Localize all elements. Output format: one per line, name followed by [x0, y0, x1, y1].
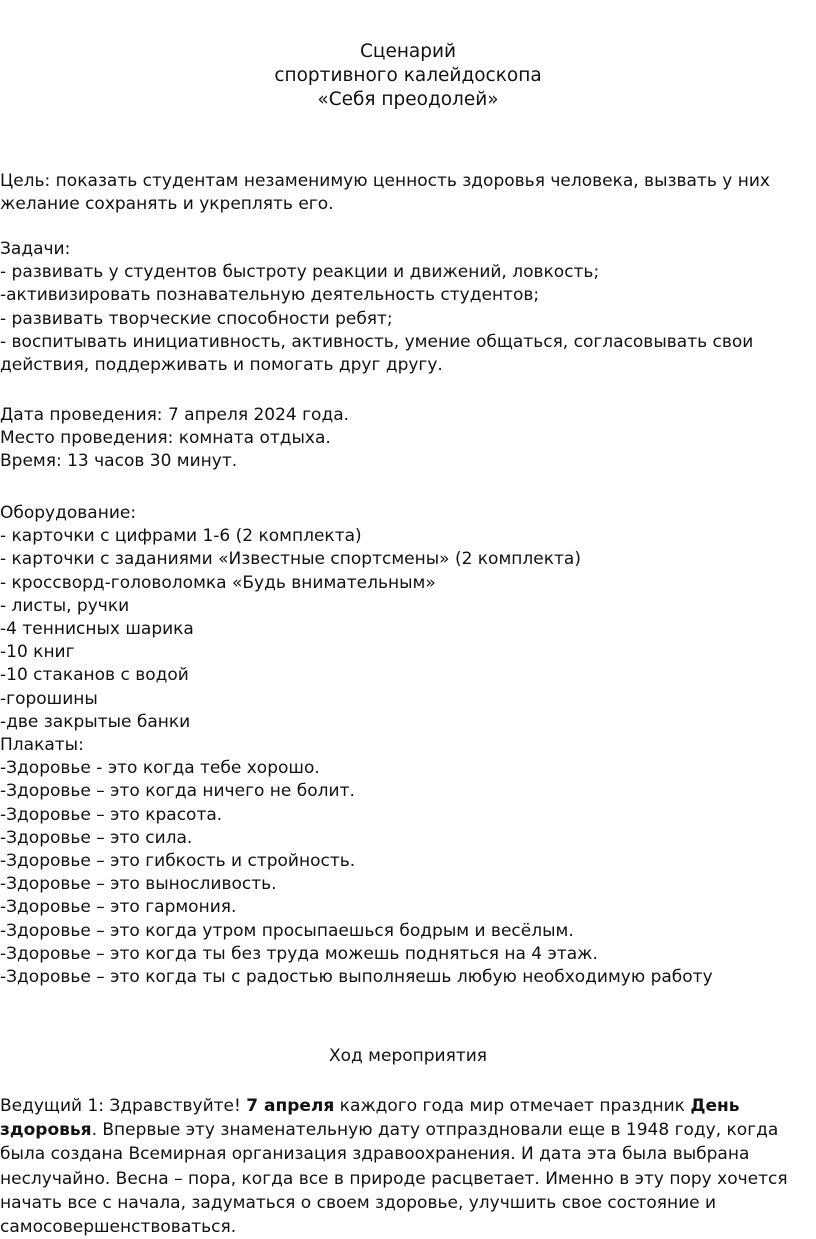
time-value: 13 часов 30 минут.: [61, 451, 238, 472]
equipment-item: - карточки с цифрами 1-6 (2 комплекта): [0, 526, 362, 547]
posters-label: Плакаты:: [0, 735, 84, 756]
tasks-heading: Задачи:: [0, 239, 71, 259]
holiday-highlight: День здоровья: [0, 1096, 740, 1141]
poster-item: -Здоровье – это когда ты без труда можешь подняться на 4 этаж.: [0, 943, 598, 964]
task-item: - развивать у студентов быстроту реакции и движений, ловкость;: [0, 262, 600, 283]
task-item: действия, поддерживать и помогать друг другу.: [0, 355, 443, 376]
goal-text: показать студентам незаменимую ценность здоровья человека, вызвать у них: [50, 171, 770, 191]
poster-item: -Здоровье – это когда ты с радостью выполняешь любую необходимую работу: [0, 967, 713, 988]
place-value: комната отдыха.: [173, 428, 331, 449]
equipment-item: - кроссворд-головоломка «Будь внимательным»: [0, 572, 436, 593]
date-highlight: 7 апреля: [246, 1096, 335, 1116]
equipment-item: -4 теннисных шарика: [0, 619, 194, 640]
intro-middle: каждого года мир отмечает праздник: [334, 1096, 691, 1116]
title-line-1: Сценарий: [359, 41, 457, 62]
task-item: - развивать творческие способности ребят;: [0, 308, 393, 329]
document-title: [0, 40, 816, 112]
goal-section: [0, 170, 816, 216]
equipment-section: [0, 502, 816, 989]
title-line-2: спортивного калейдоскопа: [274, 65, 542, 86]
equipment-heading: Оборудование:: [0, 503, 137, 523]
course-heading: Ход мероприятия: [328, 1046, 488, 1066]
equipment-item: - карточки с заданиями «Известные спортсмены» (2 комплекта): [0, 549, 581, 570]
equipment-item: -10 книг: [0, 642, 75, 663]
task-item: -активизировать познавательную деятельность студентов;: [0, 285, 540, 306]
title-line-3: «Себя преодолей»: [317, 89, 499, 110]
event-info-section: [0, 404, 816, 474]
time-label: Время:: [0, 451, 62, 472]
poster-item: -Здоровье – это когда ничего не болит.: [0, 781, 355, 802]
poster-item: -Здоровье – это выносливость.: [0, 874, 277, 895]
poster-item: -Здоровье – это сила.: [0, 827, 193, 848]
intro-rest: . Впервые эту знаменательную дату отпраздновали еще в 1948 году, когда была создана Всемирная организация здравоохранения. И дата эта была выбрана неслучайно. Весна – пора, когда все в природе расцветает. Именно в эту пору хочется начать все с начала, задуматься о своем здоровье, улучшить свое состояние и самосовершенствоваться.: [0, 1120, 788, 1238]
equipment-item: -горошины: [0, 688, 98, 709]
poster-item: -Здоровье – это когда утром просыпаешься бодрым и весёлым.: [0, 920, 574, 941]
equipment-item: -10 стаканов с водой: [0, 665, 189, 686]
speaker-intro: Ведущий 1: Здравствуйте!: [0, 1096, 247, 1116]
time-line: [0, 450, 816, 473]
place-line: [0, 427, 816, 450]
equipment-item: -две закрытые банки: [0, 711, 191, 732]
goal-line-1: [0, 170, 816, 193]
place-label: Место проведения:: [0, 428, 174, 449]
date-label: Дата проведения:: [0, 405, 163, 425]
equipment-item: - листы, ручки: [0, 595, 130, 616]
date-line: [0, 404, 816, 427]
intro-paragraph: [0, 1094, 812, 1239]
task-item: - воспитывать инициативность, активность, умение общаться, согласовывать свои: [0, 331, 754, 352]
date-value: 7 апреля 2024 года.: [162, 405, 350, 425]
poster-item: -Здоровье – это гибкость и стройность.: [0, 851, 356, 872]
goal-label: Цель:: [0, 171, 51, 191]
poster-item: -Здоровье – это гармония.: [0, 897, 237, 918]
poster-item: -Здоровье – это красота.: [0, 804, 223, 825]
goal-line-2: желание сохранять и укреплять его.: [0, 194, 334, 215]
tasks-section: [0, 238, 816, 377]
poster-item: -Здоровье - это когда тебе хорошо.: [0, 758, 320, 779]
